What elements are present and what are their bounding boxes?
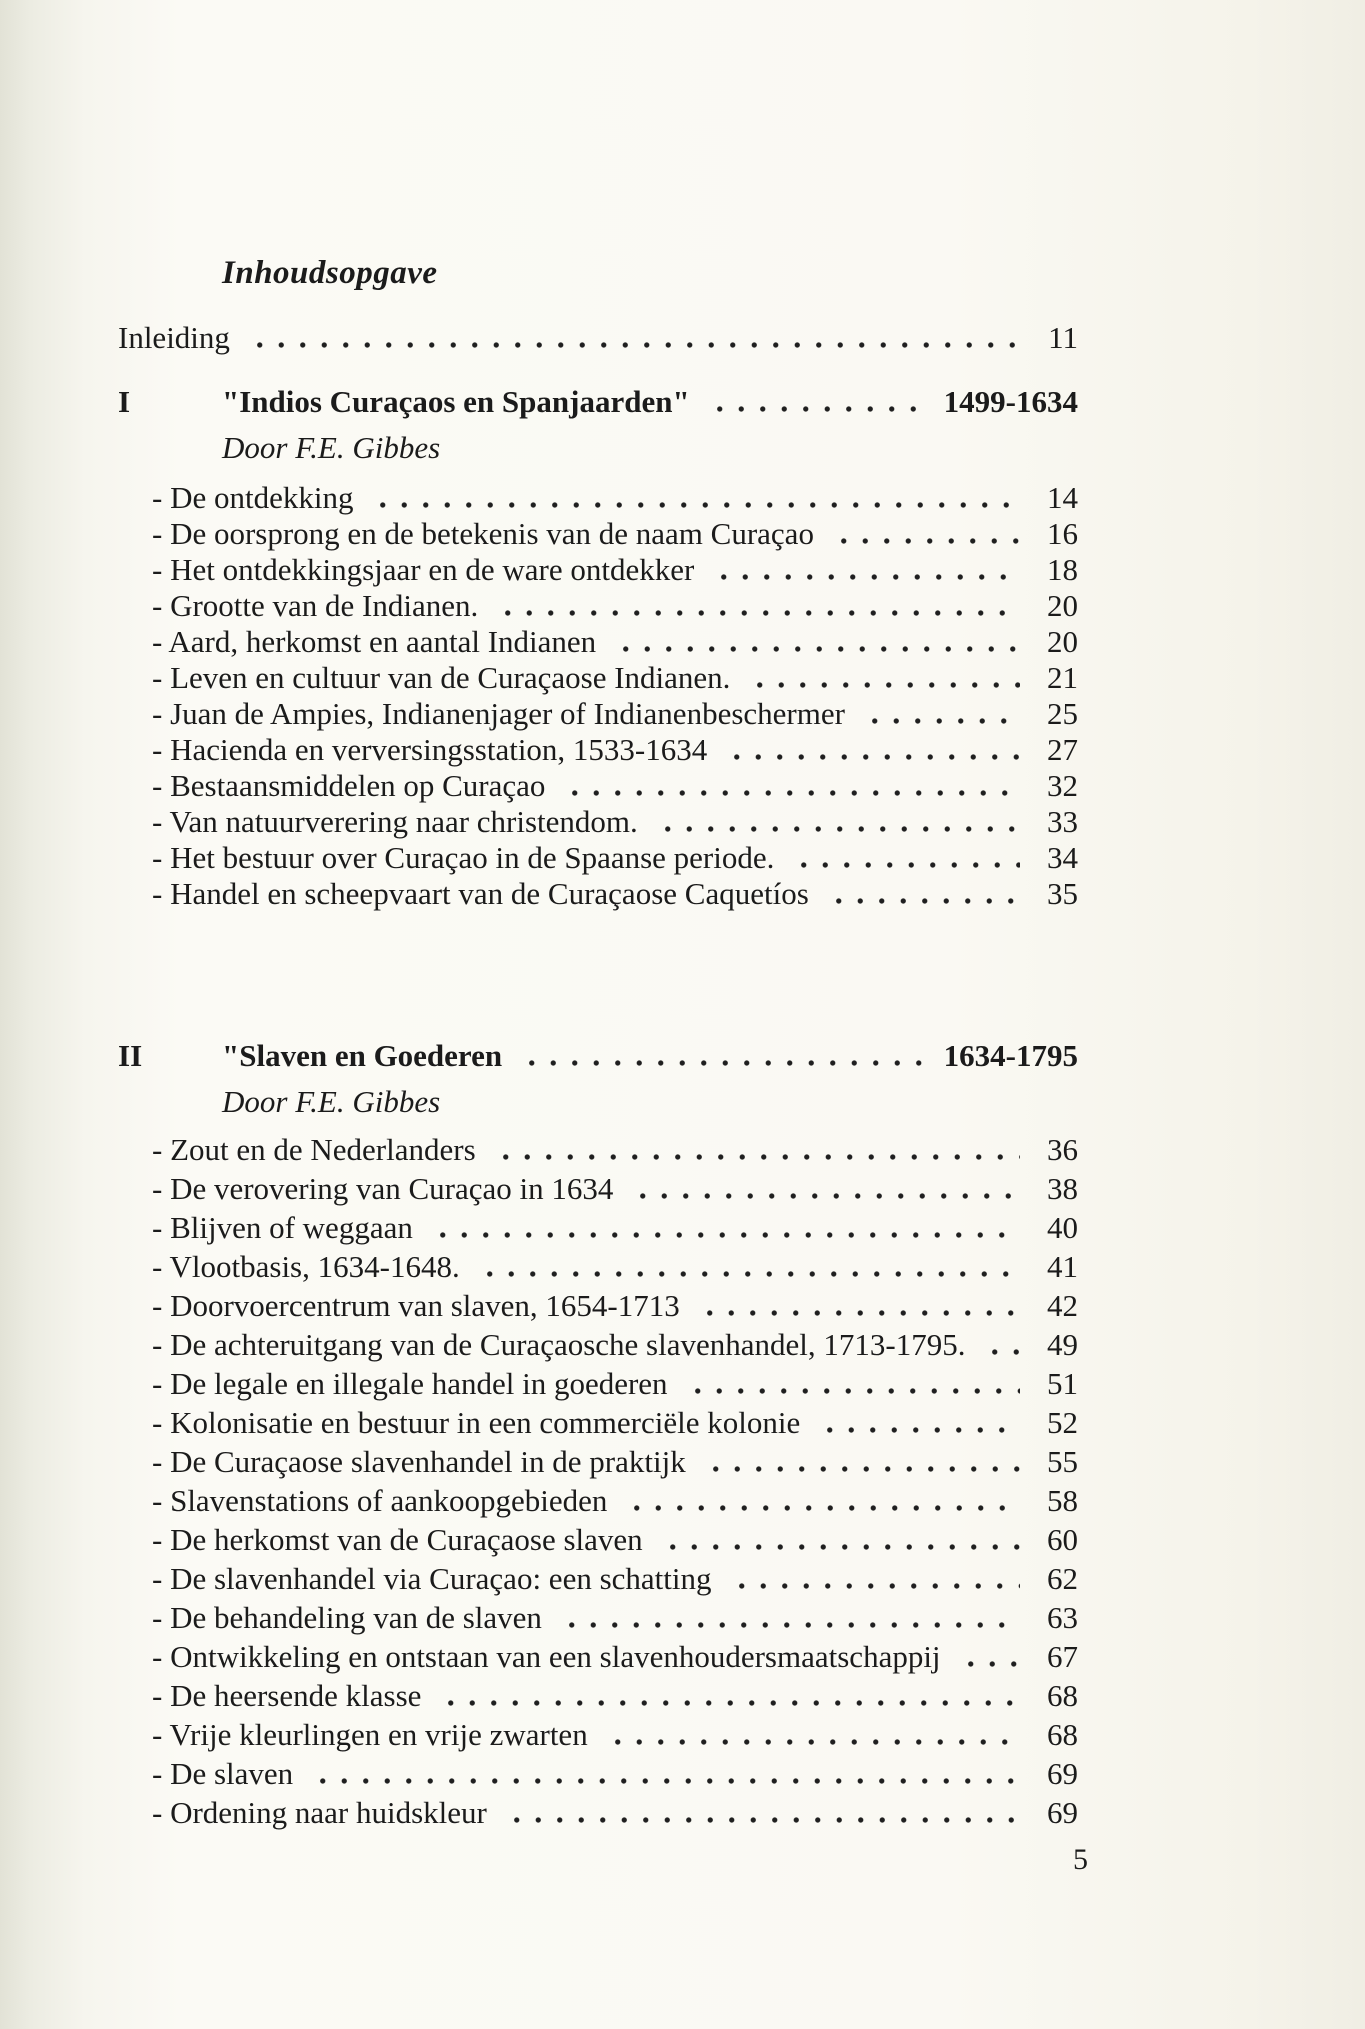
dot-leader — [244, 340, 1020, 348]
toc-item-page: 63 — [1047, 1600, 1078, 1635]
toc-item — [152, 696, 1078, 732]
toc-item — [152, 588, 1078, 624]
toc-item — [152, 768, 1078, 804]
intro-label: Inleiding — [118, 320, 230, 355]
toc-item-page: 58 — [1047, 1483, 1078, 1518]
dot-leader — [979, 1347, 1020, 1355]
toc-item-label: - De achteruitgang van de Curaçaosche slavenhandel, 1713-1795. — [152, 1327, 966, 1362]
toc-item-label: - Vlootbasis, 1634-1648. — [152, 1249, 460, 1284]
dot-leader — [490, 1152, 1020, 1160]
toc-item-page: 18 — [1047, 552, 1078, 587]
toc-item — [152, 840, 1078, 876]
toc-item-label: - Leven en cultuur van de Curaçaose Indianen. — [152, 660, 731, 695]
toc-item-page: 25 — [1047, 696, 1078, 731]
dot-leader — [708, 572, 1020, 580]
toc-item-label: - Het bestuur over Curaçao in de Spaanse periode. — [152, 840, 775, 875]
section-2-item-list — [118, 1132, 1078, 1834]
dot-leader — [559, 788, 1020, 796]
dot-leader — [955, 1659, 1020, 1667]
toc-item-page: 16 — [1047, 516, 1078, 551]
dot-leader — [367, 500, 1020, 508]
dot-leader — [627, 1191, 1020, 1199]
toc-item-label: - Ontwikkeling en ontstaan van een slavenhoudersmaatschappij — [152, 1639, 941, 1674]
toc-item-page: 27 — [1047, 732, 1078, 767]
dot-leader — [602, 1737, 1020, 1745]
footer-page-number: 5 — [1073, 1843, 1088, 1876]
toc-entry-introduction — [118, 320, 1078, 356]
toc-item-page: 36 — [1047, 1132, 1078, 1167]
toc-item — [152, 1795, 1078, 1834]
dot-leader — [726, 1581, 1021, 1589]
toc-content — [118, 0, 1088, 1880]
toc-item-label: - Aard, herkomst en aantal Indianen — [152, 624, 597, 659]
dot-leader — [859, 716, 1020, 724]
toc-item — [152, 1678, 1078, 1717]
toc-item-label: - Doorvoercentrum van slaven, 1654-1713 — [152, 1288, 680, 1323]
toc-item — [152, 1561, 1078, 1600]
toc-item — [152, 480, 1078, 516]
dot-leader — [694, 1308, 1020, 1316]
dot-leader — [721, 752, 1020, 760]
dot-leader — [823, 896, 1020, 904]
toc-section-1 — [118, 384, 1078, 912]
dot-leader — [657, 1542, 1020, 1550]
toc-item — [152, 1366, 1078, 1405]
toc-item-page: 20 — [1047, 588, 1078, 623]
dot-leader — [610, 644, 1020, 652]
toc-item — [152, 1171, 1078, 1210]
dot-leader — [788, 860, 1020, 868]
toc-item — [152, 732, 1078, 768]
toc-section-2 — [118, 1038, 1078, 1834]
dot-leader — [501, 1815, 1020, 1823]
section-1-title: "Indios Curaçaos en Spanjaarden" — [222, 384, 690, 419]
toc-item — [152, 1717, 1078, 1756]
toc-item-page: 51 — [1047, 1366, 1078, 1401]
dot-leader — [435, 1698, 1020, 1706]
dot-leader — [704, 404, 932, 412]
toc-item-label: - Zout en de Nederlanders — [152, 1132, 476, 1167]
toc-item-page: 69 — [1047, 1795, 1078, 1830]
dot-leader — [307, 1776, 1020, 1784]
toc-item-page: 40 — [1047, 1210, 1078, 1245]
toc-item-page: 55 — [1047, 1444, 1078, 1479]
toc-item-page: 32 — [1047, 768, 1078, 803]
toc-item — [152, 516, 1078, 552]
toc-item-label: - De verovering van Curaçao in 1634 — [152, 1171, 614, 1206]
toc-item-label: - De slaven — [152, 1756, 294, 1791]
toc-item — [152, 1756, 1078, 1795]
toc-item-page: 69 — [1047, 1756, 1078, 1791]
toc-item-label: - De behandeling van de slaven — [152, 1600, 542, 1635]
toc-item — [152, 1483, 1078, 1522]
section-2-title: "Slaven en Goederen — [222, 1038, 503, 1073]
dot-leader — [828, 536, 1020, 544]
toc-item-label: - Van natuurverering naar christendom. — [152, 804, 638, 839]
section-1-item-list — [118, 480, 1078, 912]
section-1-numeral: I — [118, 384, 131, 419]
section-1-years: 1499-1634 — [943, 384, 1078, 419]
toc-item — [152, 1132, 1078, 1171]
toc-item-label: - Grootte van de Indianen. — [152, 588, 479, 623]
toc-item-label: - De Curaçaose slavenhandel in de praktijk — [152, 1444, 686, 1479]
toc-item-page: 52 — [1047, 1405, 1078, 1440]
toc-item — [152, 1249, 1078, 1288]
toc-item-label: - De legale en illegale handel in goederen — [152, 1366, 668, 1401]
toc-item-page: 33 — [1047, 804, 1078, 839]
section-2-years: 1634-1795 — [943, 1038, 1078, 1073]
section-2-author: Door F.E. Gibbes — [222, 1084, 441, 1119]
toc-item-label: - De herkomst van de Curaçaose slaven — [152, 1522, 643, 1557]
toc-item — [152, 552, 1078, 588]
dot-leader — [516, 1058, 932, 1066]
toc-item-label: - Hacienda en verversingsstation, 1533-1634 — [152, 732, 708, 767]
section-1-author: Door F.E. Gibbes — [222, 430, 441, 465]
dot-leader — [556, 1620, 1020, 1628]
toc-item-page: 68 — [1047, 1717, 1078, 1752]
dot-leader — [621, 1503, 1020, 1511]
toc-item-page: 41 — [1047, 1249, 1078, 1284]
toc-item-label: - Slavenstations of aankoopgebieden — [152, 1483, 608, 1518]
toc-item — [152, 876, 1078, 912]
toc-item — [152, 1327, 1078, 1366]
toc-item-label: - Bestaansmiddelen op Curaçao — [152, 768, 546, 803]
toc-item-page: 62 — [1047, 1561, 1078, 1596]
toc-item — [152, 1210, 1078, 1249]
toc-item-page: 42 — [1047, 1288, 1078, 1323]
toc-item-label: - Vrije kleurlingen en vrije zwarten — [152, 1717, 588, 1752]
toc-item-page: 49 — [1047, 1327, 1078, 1362]
dot-leader — [700, 1464, 1020, 1472]
toc-item-label: - Kolonisatie en bestuur in een commerciële kolonie — [152, 1405, 801, 1440]
dot-leader — [652, 824, 1020, 832]
toc-item — [152, 1639, 1078, 1678]
toc-item-label: - Juan de Ampies, Indianenjager of Indianenbeschermer — [152, 696, 845, 731]
toc-item — [152, 1522, 1078, 1561]
toc-item-page: 35 — [1047, 876, 1078, 911]
toc-item-page: 20 — [1047, 624, 1078, 659]
dot-leader — [744, 680, 1020, 688]
dot-leader — [682, 1386, 1020, 1394]
toc-item-label: - Handel en scheepvaart van de Curaçaose Caquetíos — [152, 876, 809, 911]
toc-item-label: - De ontdekking — [152, 480, 354, 515]
toc-item — [152, 804, 1078, 840]
toc-item-label: - De oorsprong en de betekenis van de naam Curaçao — [152, 516, 814, 551]
dot-leader — [427, 1230, 1020, 1238]
toc-item-page: 67 — [1047, 1639, 1078, 1674]
section-2-numeral: II — [118, 1038, 143, 1073]
toc-item — [152, 1600, 1078, 1639]
toc-item — [152, 1288, 1078, 1327]
toc-item-page: 34 — [1047, 840, 1078, 875]
toc-item-label: - De slavenhandel via Curaçao: een schatting — [152, 1561, 712, 1596]
intro-page-number: 11 — [1048, 320, 1078, 355]
toc-item — [152, 660, 1078, 696]
toc-item-page: 38 — [1047, 1171, 1078, 1206]
toc-item — [152, 1405, 1078, 1444]
toc-item-page: 14 — [1047, 480, 1078, 515]
dot-leader — [474, 1269, 1020, 1277]
toc-item-label: - De heersende klasse — [152, 1678, 422, 1713]
section-1-heading — [118, 384, 1078, 424]
toc-item-label: - Blijven of weggaan — [152, 1210, 413, 1245]
dot-leader — [814, 1425, 1020, 1433]
toc-item-label: - Het ontdekkingsjaar en de ware ontdekker — [152, 552, 695, 587]
toc-item-label: - Ordening naar huidskleur — [152, 1795, 487, 1830]
section-2-heading — [118, 1038, 1078, 1078]
toc-item — [152, 1444, 1078, 1483]
page-title: Inhoudsopgave — [222, 255, 438, 291]
toc-item-page: 21 — [1047, 660, 1078, 695]
dot-leader — [492, 608, 1020, 616]
toc-item — [152, 624, 1078, 660]
toc-item-page: 68 — [1047, 1678, 1078, 1713]
toc-item-page: 60 — [1047, 1522, 1078, 1557]
